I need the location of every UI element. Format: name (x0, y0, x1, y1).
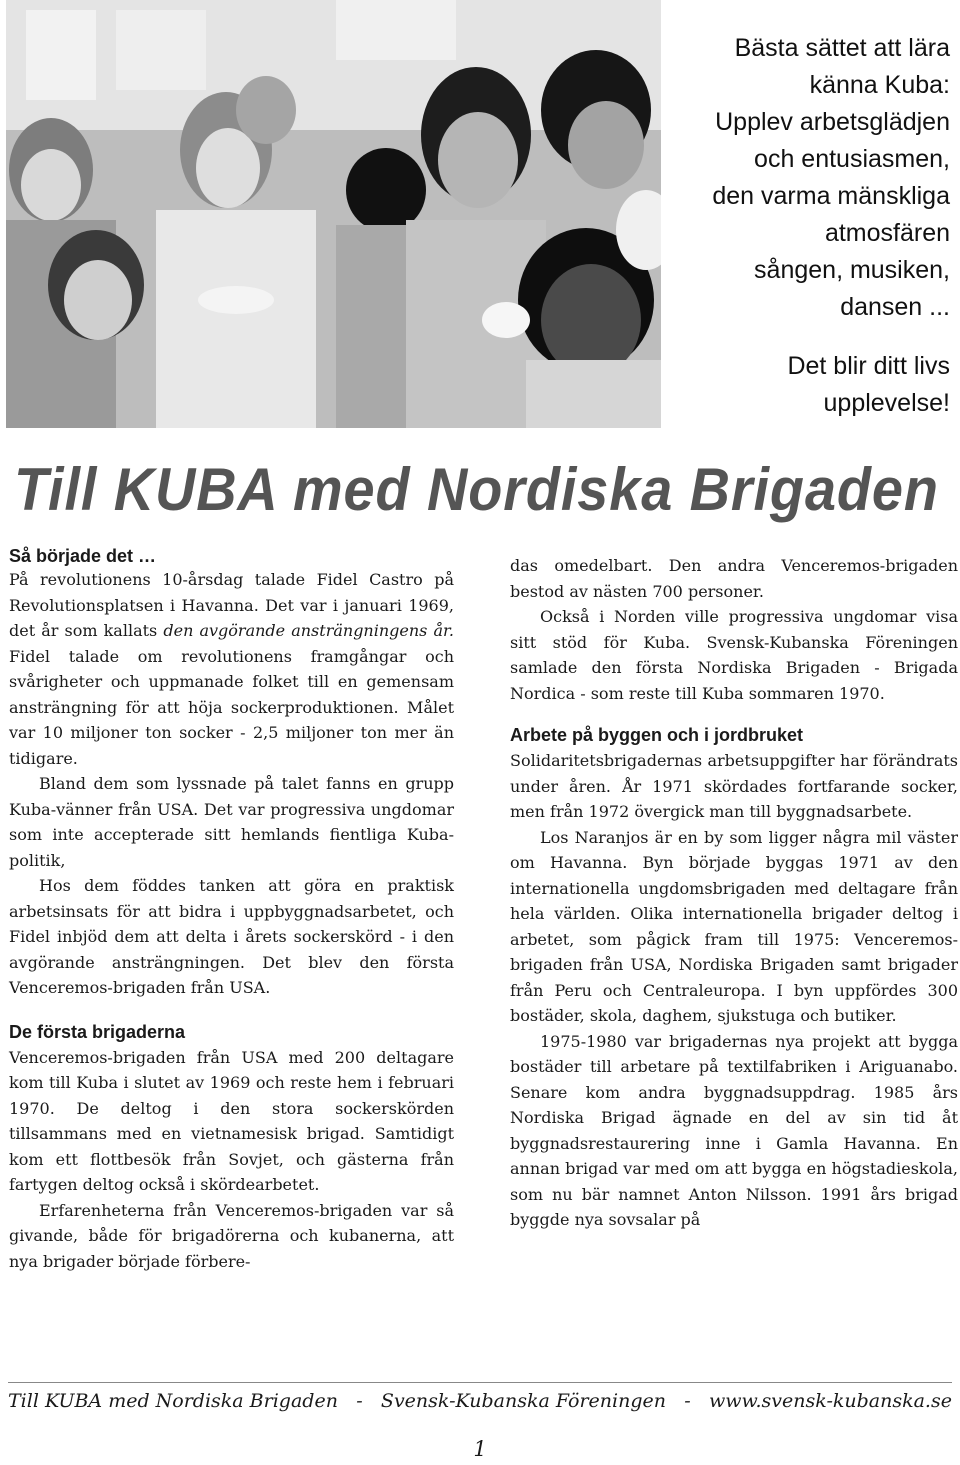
footer-organization: Svensk-Kubanska Föreningen (380, 1390, 666, 1412)
footer-separator: - (684, 1390, 691, 1412)
paragraph: Los Naranjos är en by som ligger några mil väster om Havanna. Byn började byggas 1971 av den internationella ungdomsbrigaden med deltagare från hela världen. Olika internationella brigader deltog i arbetet, som pågick fram till 1975: Venceremos-brigaden från USA, Nordiska Brigaden samt brigader från Peru och Centraleuropa. I byn uppfördes 300 bostäder, skola, daghem, sjukstuga och butiker. (510, 827, 958, 1025)
section-heading: Arbete på byggen och i jordbruket (510, 725, 804, 745)
left-column (9, 545, 454, 1274)
footer-url[interactable]: www.svensk-kubanska.se (708, 1390, 952, 1412)
section-heading: Så började det … (9, 546, 157, 566)
paragraph: Också i Norden ville progressiva ungdomar visa sitt stöd för Kuba. Svensk-Kubanska Föreningen samlade den första Nordiska Brigaden - Brigada Nordica - som reste till Kuba sommaren 1970. (510, 607, 958, 703)
footer-separator: - (356, 1390, 363, 1412)
intro-line: Upplev arbetsglädjen (715, 108, 950, 136)
group-photo (6, 0, 661, 428)
paragraph: Solidaritetsbrigadernas arbetsuppgifter har förändrats under åren. År 1971 skördades fortfarande socker, men från 1972 övergick man till byggnadsarbete. (510, 751, 958, 821)
footer (8, 1390, 952, 1412)
intro-closing-line: upplevelse! (823, 389, 950, 417)
paragraph: Erfarenheterna från Venceremos-brigaden var så givande, både för brigadörerna och kubanerna, att nya brigader började förbere- (9, 1200, 454, 1271)
footer-title: Till KUBA med Nordiska Brigaden (8, 1390, 338, 1412)
paragraph: 1975-1980 var brigadernas nya projekt att bygga bostäder till arbetare på textilfabriken i Ariguanabo. Senare kom andra byggnadsuppdrag. 1985 års Nordiska Brigad ägnade en del av sin tid åt byggnadsrestaurering inne i Gamla Havanna. En annan brigad var med om att bygga en högstadieskola, som nu bär namnet Anton Nilsson. 1991 års brigad byggde nya sovsalar på (510, 1031, 958, 1229)
paragraph: Bland dem som lyssnade på talet fanns en grupp Kuba-vänner från USA. Det var progressiva ungdomar som inte accepterade sitt hemlands fientliga Kuba-politik, (9, 774, 454, 870)
page-headline: Till KUBA med Nordiska Brigaden (14, 456, 939, 523)
section-heading: De första brigaderna (9, 1021, 186, 1042)
intro-line: och entusiasmen, (754, 145, 950, 173)
paragraph: das omedelbart. Den andra Venceremos-brigaden bestod av nästen 700 personer. (510, 556, 958, 601)
intro-line: den varma mänskliga (712, 182, 950, 210)
paragraph: Venceremos-brigaden från USA med 200 deltagare kom till Kuba i slutet av 1969 och reste hem i februari 1970. De deltog i den stora sockerskörden tillsammans med en vietnamesisk brigad. Samtidigt kom ett flottbesök från Sovjet, och gästerna från fartygen deltog också i skördearbetet. (9, 1047, 454, 1194)
intro-line: atmosfären (824, 219, 950, 247)
right-column (510, 553, 958, 1233)
intro-line: sången, musiken, (754, 256, 950, 284)
paragraph: På revolutionens 10-årsdag talade Fidel Castro på Revolutionsplatsen i Havanna. Det var i januari 1969, det år som kallats den avgörande ansträngningens år. Fidel talade om revolutionens framgångar och svårigheter och uppmanade folket till en gemensam ansträngning för att höja sockerproduktionen. Målet var 10 miljoner ton socker - 2,5 miljoner ton mer än tidigare. (9, 570, 454, 768)
emphasis: den avgörande ansträngningens år. (163, 621, 454, 640)
intro-closing-line: Det blir ditt livs (787, 352, 950, 380)
intro-line: Bästa sättet att lära (734, 34, 950, 62)
paragraph: Hos dem föddes tanken att göra en praktisk arbetsinsats för att bidra i uppbyggnadsarbetet, och Fidel inbjöd dem att delta i årets sockerskörd - i den avgörande ansträngningen. Det blev den första Venceremos-brigaden från USA. (9, 876, 454, 997)
intro-line: känna Kuba: (809, 71, 950, 99)
page-number: 1 (473, 1437, 487, 1461)
footer-divider (8, 1382, 952, 1383)
intro-text (668, 30, 950, 422)
intro-line: dansen ... (840, 293, 950, 321)
